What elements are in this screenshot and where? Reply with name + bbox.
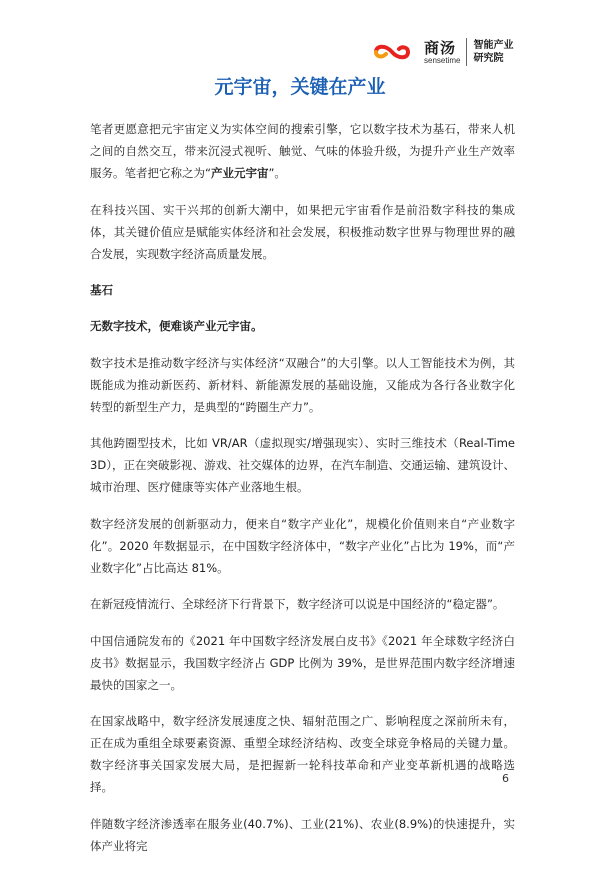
sensetime-logo-icon [372,42,420,62]
page-title: 元宇宙，关键在产业 [214,76,386,98]
logo-brand [424,40,460,65]
logo-subtitle [473,39,513,65]
page-number: 6 [502,772,509,785]
paragraph-6: 数字经济发展的创新驱动力，便来自“数字产业化”，规模化价值则来自“产业数字化”。2020 年数据显示，在中国数字经济体中，“数字产业化”占比为 19%，而“产业数字化”占比高达 81%。 [90,516,515,575]
paragraph-8: 中国信通院发布的《2021 年中国数字经济发展白皮书》《2021 年全球数字经济白皮书》数据显示，我国数字经济占 GDP 比例为 39%，是世界范围内数字经济增速最快的国家之一。 [90,633,515,692]
logo-brand-en: sensetime [424,55,461,65]
paragraph-5: 其他跨圈型技术，比如 VR/AR（虚拟现实/增强现实）、实时三维技术（Real-Time 3D），正在突破影视、游戏、社交媒体的边界，在汽车制造、交通运输、建筑设计、城市治理、医疗健康等实体产业落地生根。 [90,436,515,494]
article-body [90,118,515,871]
logo-subtitle-line1: 智能产业 [473,40,514,51]
paragraph-1-text: 笔者更愿意把元宇宙定义为实体空间的搜索引擎，它以数字技术为基石，带来人机之间的自然交互，带来沉浸式视听、触觉、气味的体验升级，为提升产业生产效率服务。笔者把它称之为“ [90,122,515,180]
paragraph-4: 数字技术是推动数字经济与实体经济“双融合”的大引擎。以人工智能技术为例，其既能成为推动新医药、新材料、新能源发展的基础设施，又能成为各行各业数字化转型的新型生产力，是典型的“跨圈生产力”。 [90,355,515,414]
section-heading: 基石 [90,283,113,297]
logo-brand-cn: 商汤 [424,38,457,57]
paragraph-1-emphasis: 产业元宇宙 [210,166,269,180]
paragraph-2: 在科技兴国、实干兴邦的创新大潮中，如果把元宇宙看作是前沿数字科技的集成体，其关键价值应是赋能实体经济和社会发展，积极推动数字世界与物理世界的融合发展，实现数字经济高质量发展。 [90,202,515,261]
paragraph-1-end: ”。 [268,166,286,180]
paragraph-1 [90,118,515,184]
logo-subtitle-line2: 研究院 [473,53,504,64]
logo-divider [466,38,467,66]
header-logo [372,38,513,66]
paragraph-7: 在新冠疫情流行、全球经济下行背景下，数字经济可以说是中国经济的“稳定器”。 [90,597,505,611]
paragraph-9: 在国家战略中，数字经济发展速度之快、辐射范围之广、影响程度之深前所未有，正在成为重组全球要素资源、重塑全球经济结构、改变全球竞争格局的关键力量。数字经济事关国家发展大局，是把握新一轮科技革命和产业变革新机遇的战略选择。 [90,714,515,794]
paragraph-10: 伴随数字经济渗透率在服务业(40.7%)、工业(21%)、农业(8.9%)的快速提升，实体产业将完 [90,816,515,853]
paragraph-3: 无数字技术，便难谈产业元宇宙。 [90,319,263,333]
